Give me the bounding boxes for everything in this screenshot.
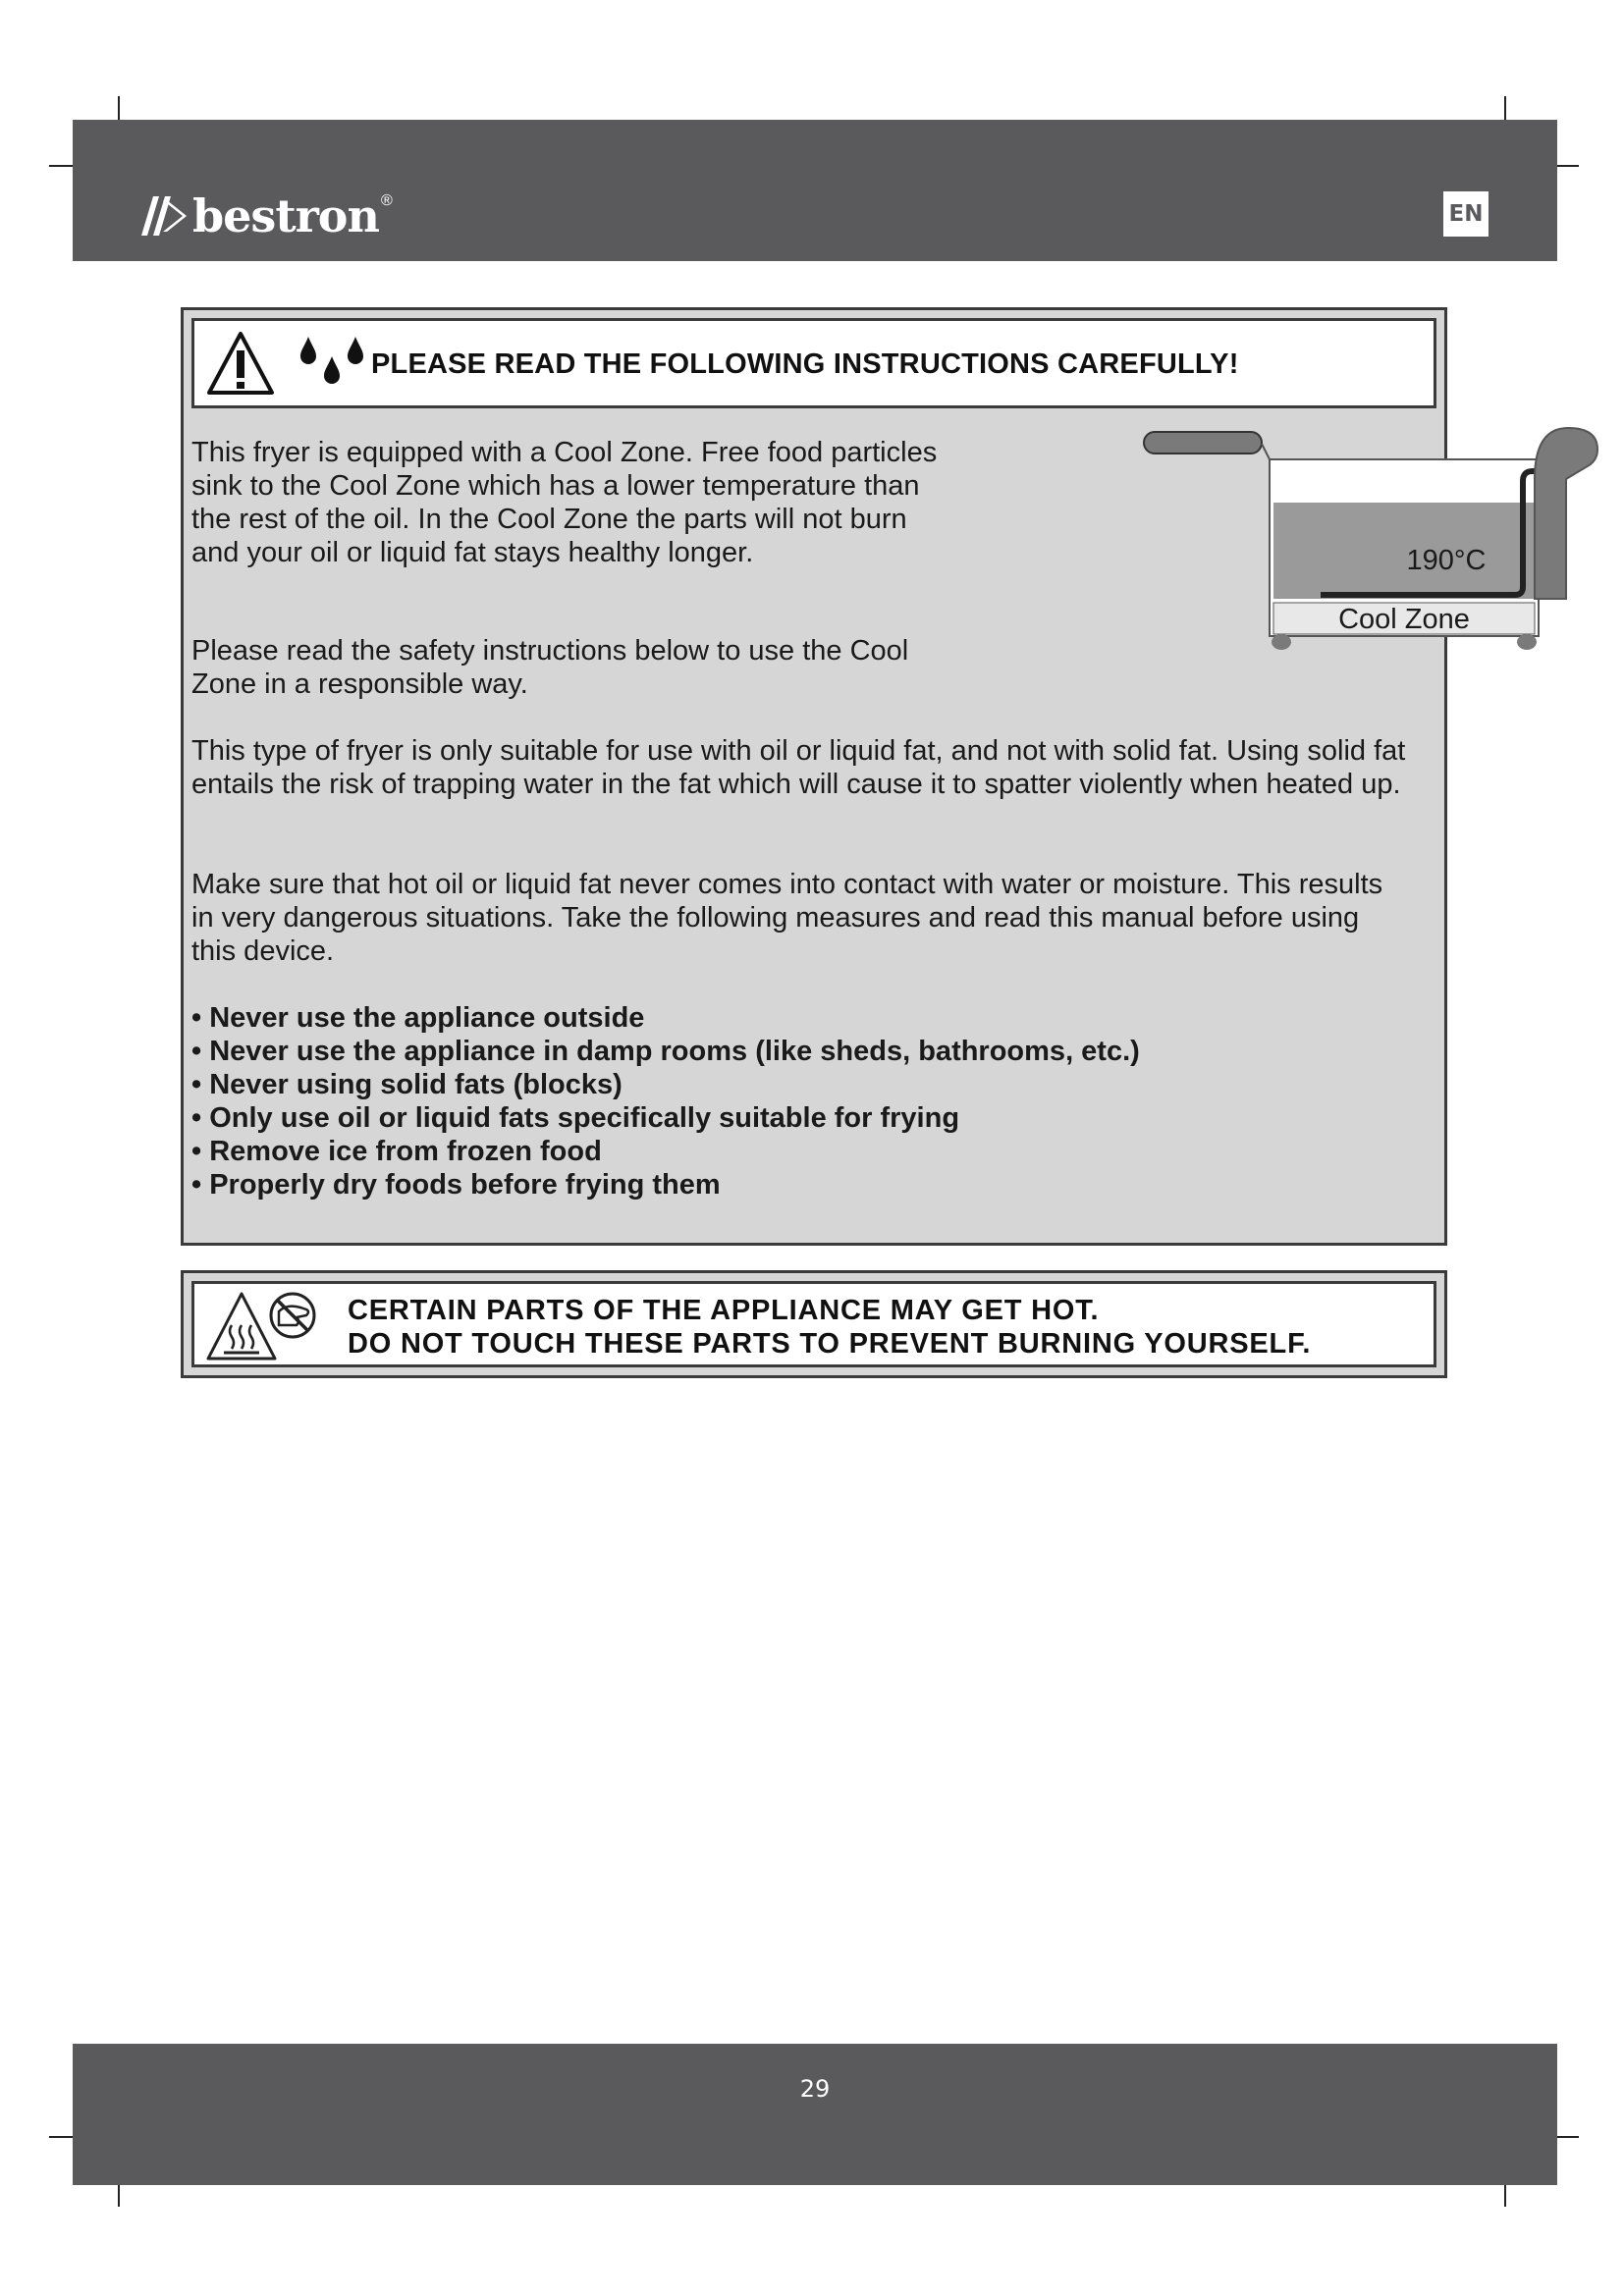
list-item: • Never use the appliance outside <box>191 1002 645 1034</box>
fryer-foot <box>1517 634 1537 650</box>
basket-handle <box>1535 428 1597 599</box>
measures-list <box>191 1001 1409 1201</box>
hot-surface-icon <box>204 1288 328 1364</box>
warning-triangle-icon <box>206 331 275 396</box>
list-item: • Only use oil or liquid fats specifically suitable for frying <box>191 1102 960 1134</box>
oil-drops-icon <box>298 333 367 388</box>
page-number: 29 <box>799 2075 831 2103</box>
list-item: • Never using solid fats (blocks) <box>191 1069 623 1100</box>
list-item: • Never use the appliance in damp rooms (like sheds, bathrooms, etc.) <box>191 1036 1140 1067</box>
moisture-paragraph: Make sure that hot oil or liquid fat never comes into contact with water or moisture. This results in very dangerous situations. Take the following measures and read this manual before using this device. <box>191 869 1383 967</box>
warning-title: PLEASE READ THE FOLLOWING INSTRUCTIONS CAREFULLY! <box>371 348 1239 380</box>
fryer-handle <box>1144 432 1262 454</box>
hot-warning-box <box>191 1281 1436 1367</box>
warning-title-box <box>191 318 1436 408</box>
fryer-foot <box>1272 634 1291 650</box>
list-item: • Remove ice from frozen food <box>191 1136 602 1167</box>
temperature-label: 190°C <box>1406 545 1487 576</box>
footer-band <box>73 2044 1557 2185</box>
hot-warning-line-2: DO NOT TOUCH THESE PARTS TO PREVENT BURNING YOURSELF. <box>348 1328 1312 1360</box>
safety-paragraph: Please read the safety instructions below to use the Cool Zone in a responsible way. <box>191 635 909 700</box>
brand-name: bestron <box>192 189 379 242</box>
cool-zone-diagram <box>969 420 1487 683</box>
cool-zone-label: Cool Zone <box>1338 604 1470 635</box>
registered-mark: ® <box>380 192 393 209</box>
oil-type-paragraph: This type of fryer is only suitable for use with oil or liquid fat, and not with solid fat. Using solid fat entails the risk of trapping water in the fat which will cause it to spatter violently when heated up. <box>191 735 1406 800</box>
hot-warning-panel <box>181 1270 1447 1378</box>
language-badge: EN <box>1443 191 1489 237</box>
brand-logo <box>139 187 393 245</box>
list-item: • Properly dry foods before frying them <box>191 1169 721 1201</box>
warning-panel <box>181 307 1487 1246</box>
oil-level <box>1273 503 1535 599</box>
hot-warning-text <box>348 1294 1311 1361</box>
cool-zone-paragraph: This fryer is equipped with a Cool Zone. Free food particles sink to the Cool Zone which has a lower temperature than the rest of the oil. In the Cool Zone the parts will not burn and your oil or liquid fat stays healthy longer. <box>191 437 938 568</box>
hot-warning-line-1: CERTAIN PARTS OF THE APPLIANCE MAY GET HOT. <box>348 1295 1100 1326</box>
chevrons-icon <box>139 192 187 240</box>
